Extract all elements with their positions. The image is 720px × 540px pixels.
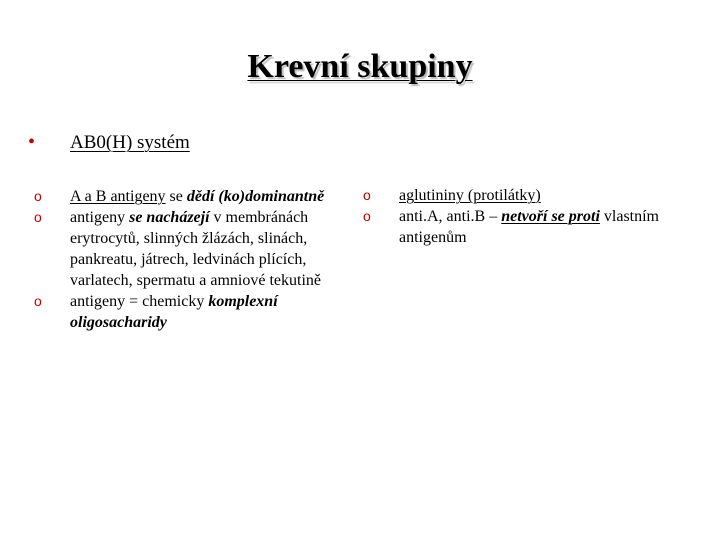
slide-title: Krevní skupiny: [247, 48, 473, 85]
circle-bullet-icon: o: [363, 187, 371, 203]
item-text-segment: netvoří se proti: [501, 208, 600, 225]
main-bullet: [28, 131, 196, 154]
bullet-icon: •: [28, 131, 36, 153]
item-text-segment: A a B antigeny: [70, 188, 166, 205]
list-item: [34, 291, 344, 333]
item-text-segment: se nacházejí: [129, 209, 210, 226]
circle-bullet-icon: o: [34, 293, 42, 309]
item-text-segment: dědí (ko)dominantně: [186, 188, 325, 205]
list-item: [363, 185, 663, 206]
item-text-segment: se: [165, 188, 187, 205]
item-text-segment: komplexní oligosacharidy: [70, 293, 278, 331]
list-item: [34, 207, 344, 291]
list-item: [34, 186, 344, 207]
circle-bullet-icon: o: [34, 209, 42, 225]
right-bullet-list: [363, 185, 663, 248]
item-text-segment: anti.A, anti.B –: [399, 208, 502, 225]
item-text-segment: antigeny = chemicky: [70, 293, 209, 310]
item-text-segment: vlastním antigenům: [399, 208, 659, 246]
item-text-segment: v membránách erytrocytů, slinných žlázách, slinách, pankreatu, játrech, ledvinách plících, varlatech, spermatu a amniové tekutině: [70, 209, 322, 289]
list-item: [363, 206, 663, 248]
item-text-segment: aglutininy (protilátky): [399, 187, 541, 204]
left-bullet-list: [34, 186, 344, 333]
item-text-segment: antigeny: [70, 209, 130, 226]
main-bullet-text: AB0(H) systém: [70, 132, 190, 153]
circle-bullet-icon: o: [363, 208, 371, 224]
circle-bullet-icon: o: [34, 188, 42, 204]
